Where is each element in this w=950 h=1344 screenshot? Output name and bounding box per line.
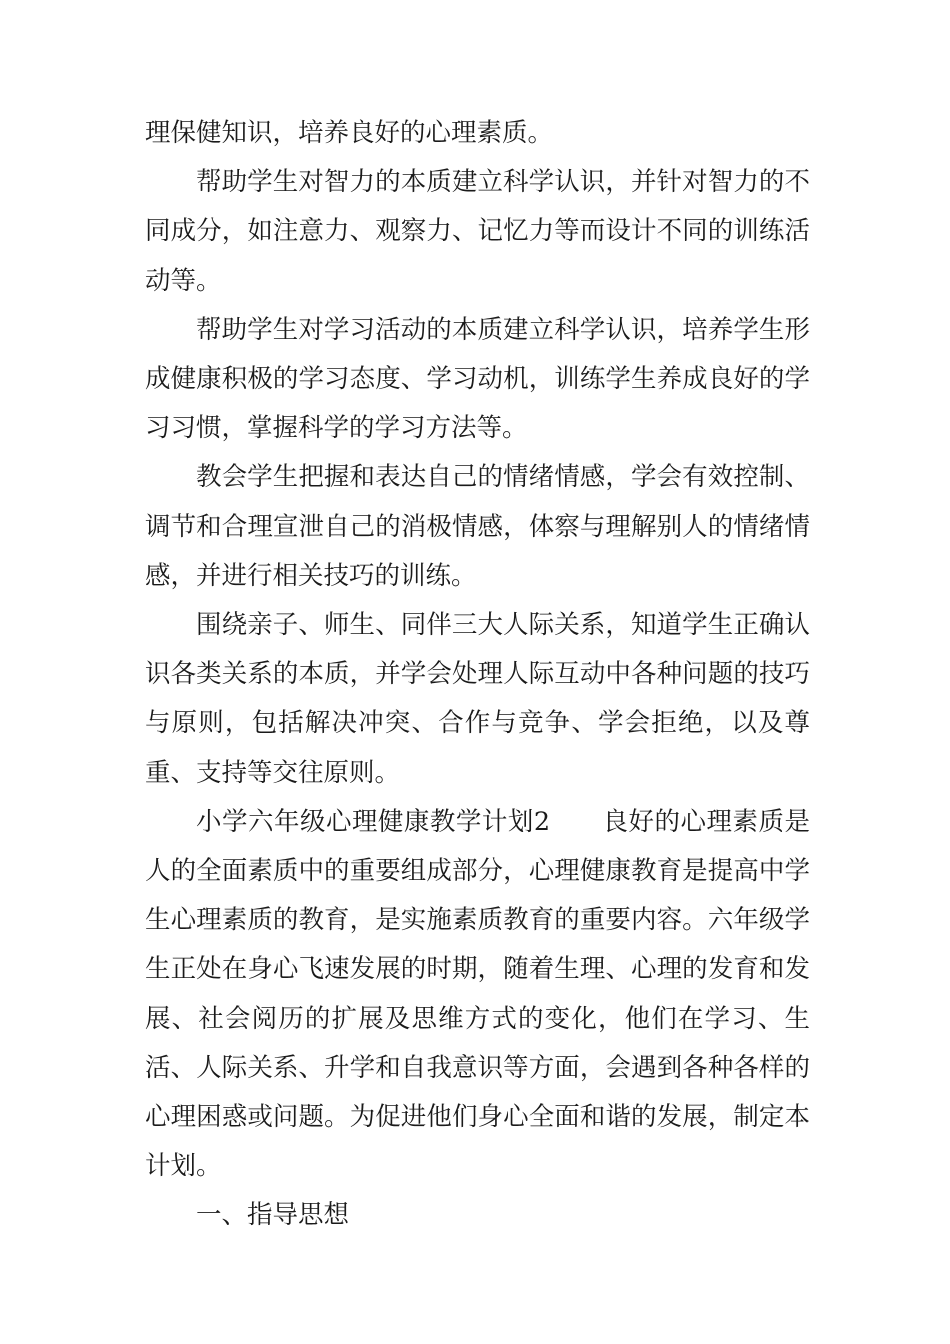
paragraph-plan-intro: 小学六年级心理健康教学计划2 良好的心理素质是人的全面素质中的重要组成部分，心理健康教育是提高中学生心理素质的教育，是实施素质教育的重要内容。六年级学生正处在身心飞速发展的时期，随着生理、心理的发育和发展、社会阅历的扩展及思维方式的变化，他们在学习、生活、人际关系、升学和自我意识等方面，会遇到各种各样的心理困惑或问题。为促进他们身心全面和谐的发展，制定本计划。	[145, 806, 810, 1182]
paragraph-relationships: 围绕亲子、师生、同伴三大人际关系，知道学生正确认识各类关系的本质，并学会处理人际互动中各种问题的技巧与原则，包括解决冲突、合作与竞争、学会拒绝，以及尊重、支持等交往原则。	[145, 610, 810, 788]
paragraph-emotion: 教会学生把握和表达自己的情绪情感，学会有效控制、调节和合理宣泄自己的消极情感，体察与理解别人的情绪情感，并进行相关技巧的训练。	[145, 462, 810, 591]
section-heading-guiding-ideology: 一、指导思想	[196, 1200, 350, 1231]
document-body	[145, 109, 810, 1241]
paragraph-learning: 帮助学生对学习活动的本质建立科学认识，培养学生形成健康积极的学习态度、学习动机，训练学生养成良好的学习习惯，掌握科学的学习方法等。	[145, 314, 810, 444]
paragraph-continuation: 理保健知识，培养良好的心理素质。	[145, 118, 554, 148]
paragraph-intelligence: 帮助学生对智力的本质建立科学认识，并针对智力的不同成分，如注意力、观察力、记忆力等而设计不同的训练活动等。	[145, 167, 810, 296]
